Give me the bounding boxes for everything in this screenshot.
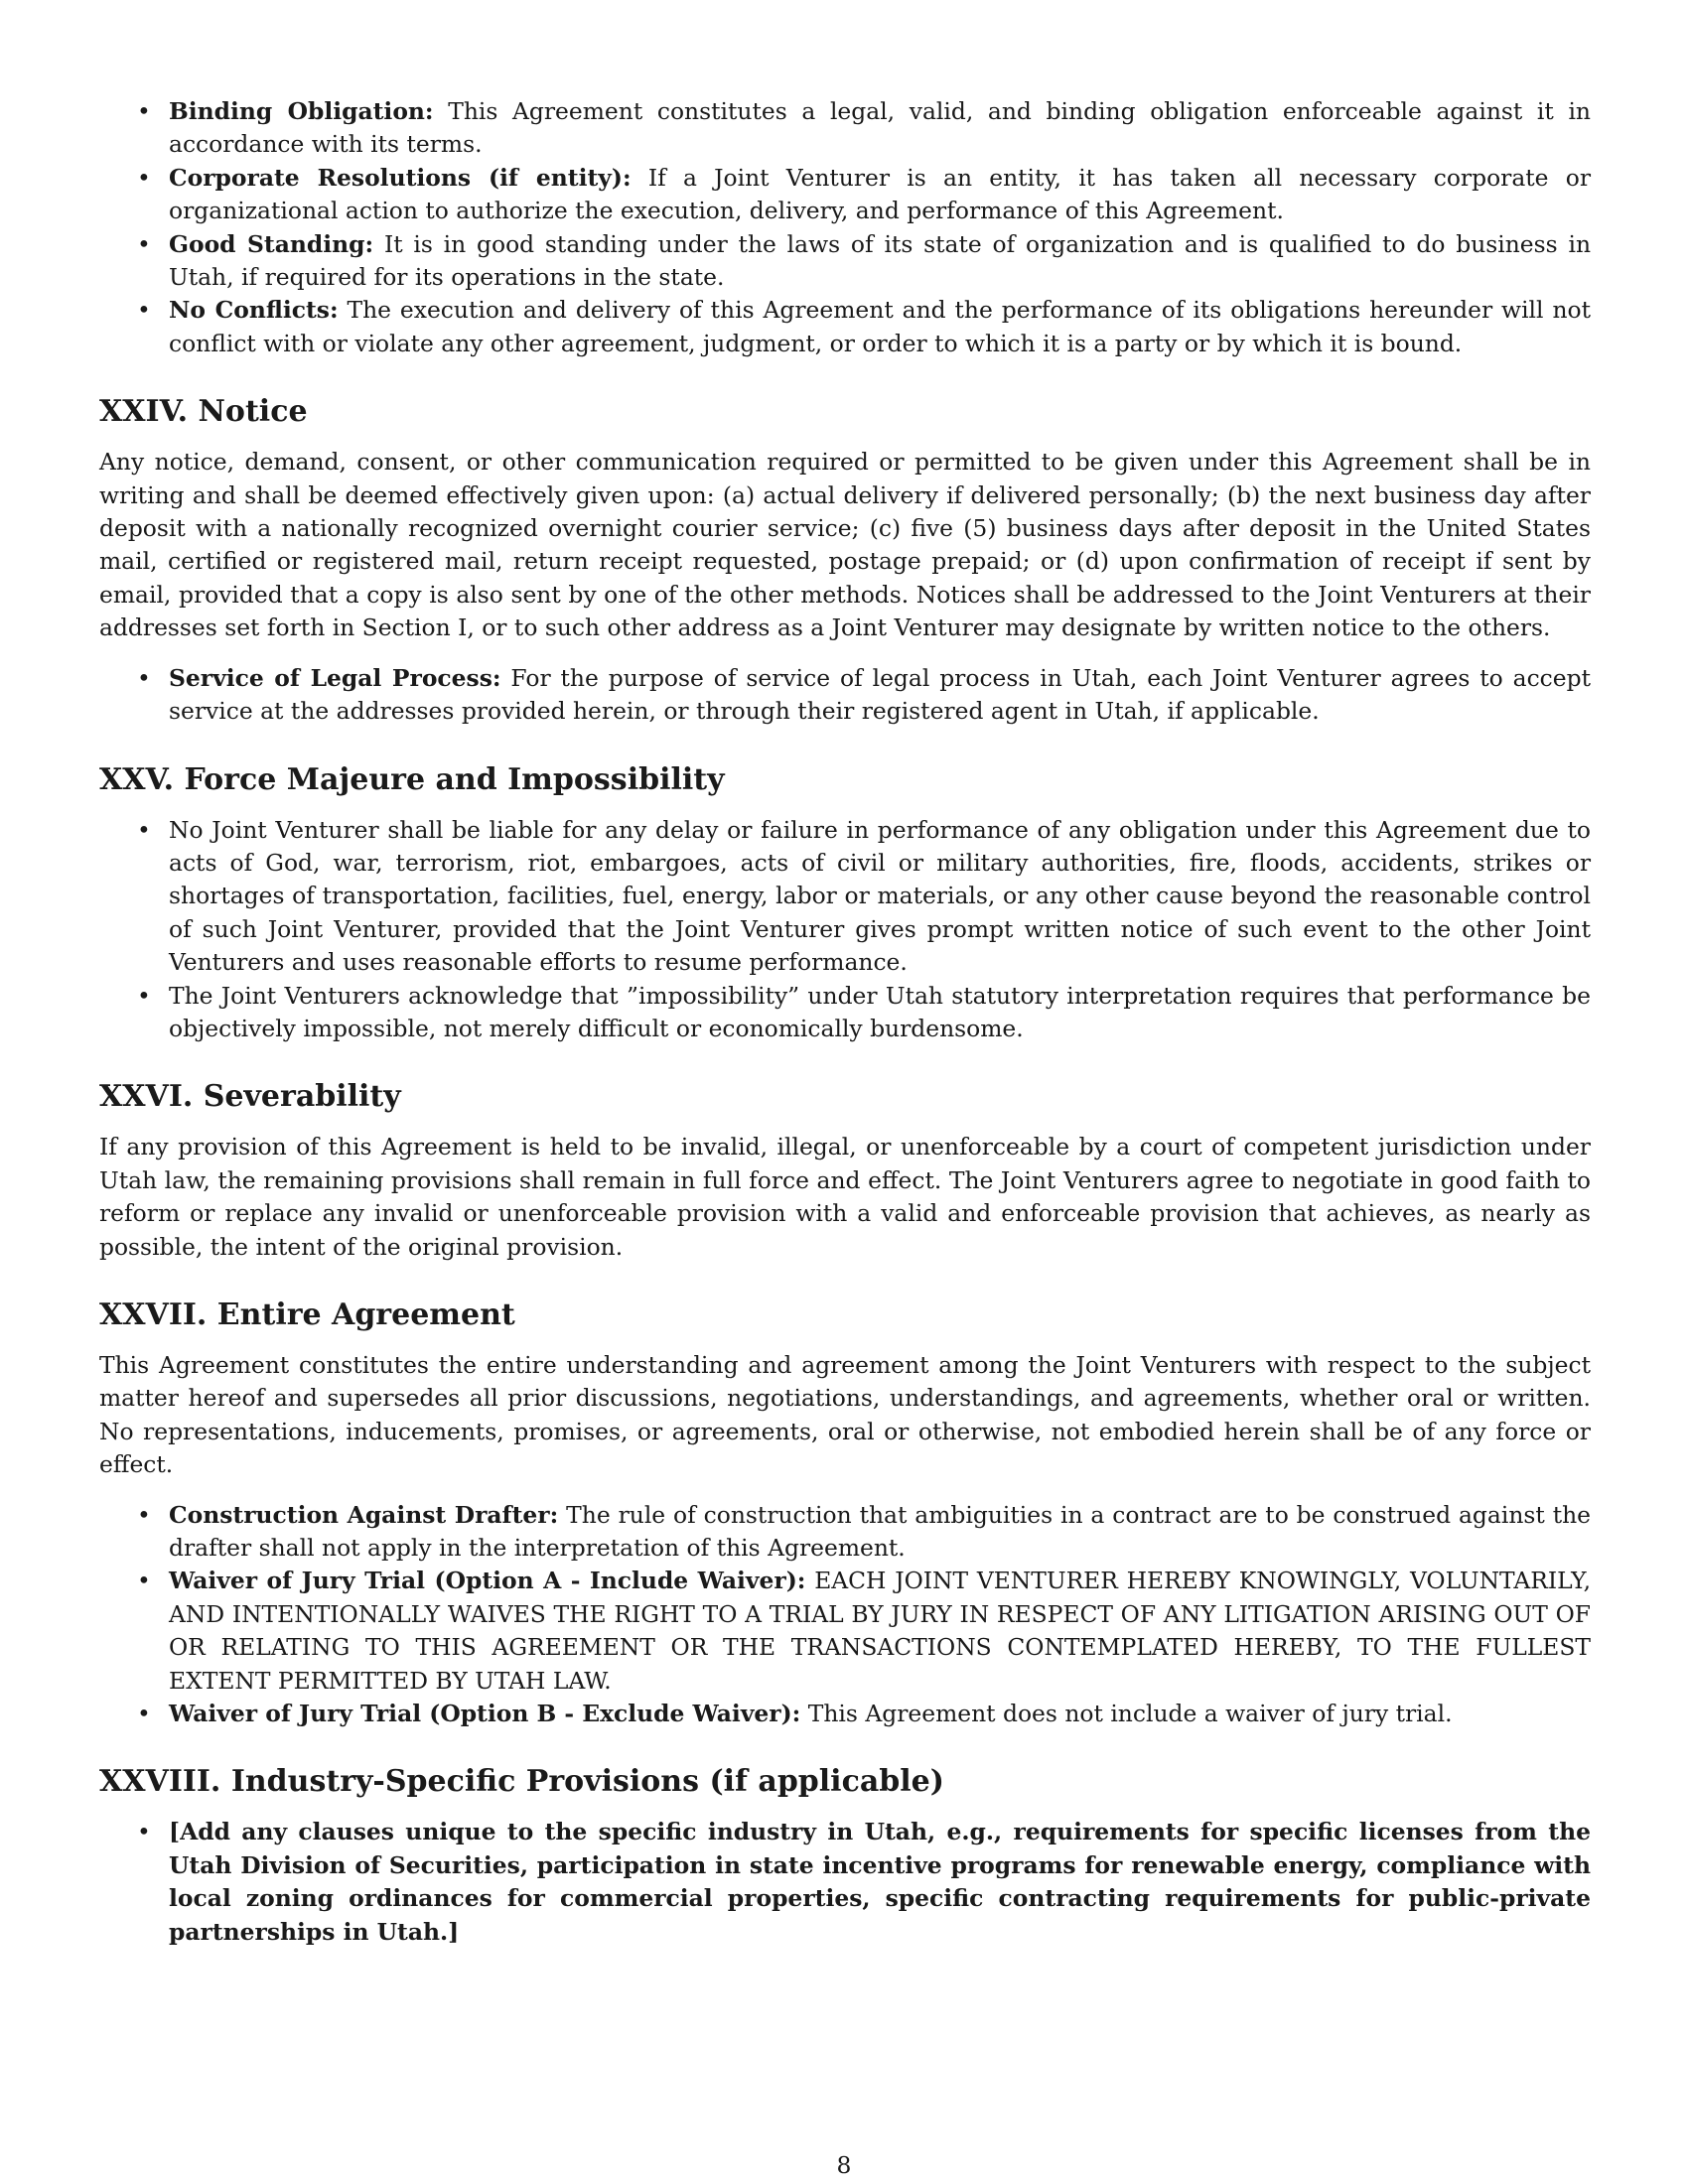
item-text: This Agreement constitutes a legal, valid, and binding obligation enforceable against it in accordance with its terms. [169, 97, 1591, 159]
item-term: Corporate Resolutions (if entity): [169, 163, 632, 192]
section-heading-entire-agreement: XXVII. Entire Agreement [99, 1297, 515, 1332]
force-majeure-list [99, 814, 1591, 1046]
list-item [99, 1816, 1591, 1949]
page-number: 8 [836, 2151, 852, 2179]
item-term: Service of Legal Process: [169, 663, 501, 692]
item-term: Binding Obligation: [169, 97, 434, 125]
item-term: Construction Against Drafter: [169, 1500, 559, 1529]
list-item [99, 1565, 1591, 1698]
industry-specific-list [99, 1816, 1591, 1949]
notice-list [99, 662, 1591, 729]
list-item [99, 228, 1591, 295]
item-text: For the purpose of service of legal process in Utah, each Joint Venturer agrees to accept service at the addresses provided herein, or through their registered agent in Utah, if applicable. [169, 663, 1591, 726]
document-page [99, 95, 1591, 1949]
list-item [99, 1499, 1591, 1566]
section-heading-severability: XXVI. Severability [99, 1079, 401, 1115]
item-text: It is in good standing under the laws of its state of organization and is qualified to do business in Utah, if required for its operations in the state. [169, 229, 1592, 292]
representations-list [99, 95, 1591, 360]
list-item: • No Joint Venturer shall be liable for any delay or failure in performance of any obligation under this Agreement due to acts of God, war, terrorism, riot, embargoes, acts of civil or military authorities, fire, floods, accidents, strikes or shortages of transportation, facilities, fuel, energy, labor or materials, or any other cause beyond the reasonable control of such Joint Venturer, provided that the Joint Venturer gives prompt written notice of such event to the other Joint Venturers and uses reasonable efforts to resume performance. [99, 814, 1591, 980]
list-item: • The Joint Venturers acknowledge that ”impossibility” under Utah statutory interpretation requires that performance be objectively impossible, not merely difficult or economically burdensome. [99, 980, 1591, 1046]
item-term: No Conflicts: [169, 296, 339, 325]
list-item [99, 294, 1591, 360]
item-text: The rule of construction that ambiguities in a contract are to be construed against the drafter shall not apply in the interpretation of this Agreement. [169, 1500, 1591, 1562]
item-term: [Add any clauses unique to the specific industry in Utah, e.g., requirements for specific licenses from the Utah Division of Securities, participation in state incentive programs for renewable energy, compliance with local zoning ordinances for commercial properties, specific contracting requirements for public-private partnerships in Utah.] [169, 1818, 1591, 1946]
entire-agreement-paragraph: This Agreement constitutes the entire understanding and agreement among the Joint Venturers with respect to the subject matter hereof and supersedes all prior discussions, negotiations, understandings, and agreements, whether oral or written. No representations, inducements, promises, or agreements, oral or otherwise, not embodied herein shall be of any force or effect. [99, 1350, 1591, 1479]
severability-paragraph: If any provision of this Agreement is held to be invalid, illegal, or unenforceable by a court of competent jurisdiction under Utah law, the remaining provisions shall remain in full force and effect. The Joint Venturers agree to negotiate in good faith to reform or replace any invalid or unenforceable provision with a valid and enforceable provision that achieves, as nearly as possible, the intent of the original provision. [99, 1133, 1591, 1261]
section-heading-industry-specific: XXVIII. Industry-Specific Provisions (if applicable) [99, 1764, 944, 1800]
list-item [99, 162, 1591, 228]
item-text: The execution and delivery of this Agreement and the performance of its obligations hereunder will not conflict with or violate any other agreement, judgment, or order to which it is a party or by which it is bound. [169, 296, 1591, 357]
entire-agreement-list [99, 1499, 1591, 1731]
item-term: Waiver of Jury Trial (Option A - Include Waiver): [169, 1567, 806, 1595]
item-text: EACH JOINT VENTURER HEREBY KNOWINGLY, VOLUNTARILY, AND INTENTIONALLY WAIVES THE RIGHT TO A TRIAL BY JURY IN RESPECT OF ANY LITIGATION ARISING OUT OF OR RELATING TO THIS AGREEMENT OR THE TRANSACTIONS CONTEMPLATED HEREBY, TO THE FULLEST EXTENT PERMITTED BY UTAH LAW. [169, 1567, 1591, 1695]
item-term: Waiver of Jury Trial (Option B - Exclude Waiver): [169, 1700, 801, 1728]
list-item [99, 662, 1591, 729]
section-heading-force-majeure: XXV. Force Majeure and Impossibility [99, 761, 725, 797]
notice-paragraph: Any notice, demand, consent, or other communication required or permitted to be given under this Agreement shall be in writing and shall be deemed effectively given upon: (a) actual delivery if delivered personally; (b) the next business day after deposit with a nationally recognized overnight courier service; (c) five (5) business days after deposit in the United States mail, certified or registered mail, return receipt requested, postage prepaid; or (d) upon confirmation of receipt if sent by email, provided that a copy is also sent by one of the other methods. Notices shall be addressed to the Joint Venturers at their addresses set forth in Section I, or to such other address as a Joint Venturer may designate by written notice to the others. [99, 448, 1591, 642]
list-item [99, 95, 1591, 162]
section-heading-notice: XXIV. Notice [99, 394, 308, 430]
item-text: This Agreement does not include a waiver of jury trial. [807, 1700, 1453, 1728]
item-text: If a Joint Venturer is an entity, it has taken all necessary corporate or organizational action to authorize the execution, delivery, and performance of this Agreement. [169, 163, 1592, 225]
list-item [99, 1698, 1591, 1730]
item-term: Good Standing: [169, 229, 374, 258]
